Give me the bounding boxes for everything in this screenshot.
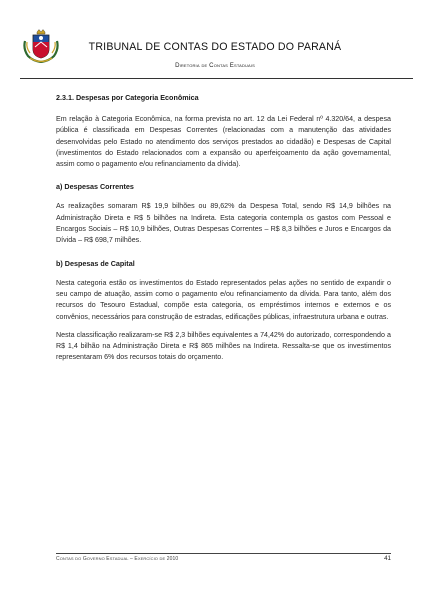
correntes-paragraph: As realizações somaram R$ 19,9 bilhões ou 89,62% da Despesa Total, sendo R$ 14,9 bilhões na Administração Direta e R$ 5 bilhões na Indireta. Esta categoria contempla os gastos com Pessoal e Encargos Sociais – R$ 10,9 bilhões, Outras Despesas Correntes – R$ 8,3 bilhões e Juros e Encargos da Dívida – R$ 698,7 milhões. [56,202,391,245]
section-heading: 2.3.1. Despesas por Categoria Econômica [56,93,199,102]
header-divider [20,78,413,79]
main-content [56,89,391,364]
correntes-heading: a) Despesas Correntes [56,182,134,192]
capital-paragraph-2: Nesta classificação realizaram-se R$ 2,3 bilhões equivalentes a 74,42% do autorizado, correspondendo a R$ 1,4 bilhão na Administração Direta e R$ 865 milhões na Indireta. Ressalta-se que os investimentos representaram 6% dos recursos totais do orçamento. [56,330,391,362]
capital-paragraph-1: Nesta categoria estão os investimentos do Estado representados pelas ações no sentido de expandir o seu campo de atuação, assim como o pagamento e/ou refinanciamento da dívida. Para tanto, além dos recursos do Tesouro Estadual, compõe esta categoria, os empréstimos internos e externos e os convênios, necessários para construção de estradas, edificações públicas, infraestrutura urbana e outras. [56,278,391,321]
header-title: TRIBUNAL DE CONTAS DO ESTADO DO PARANÁ [88,41,342,53]
header-subtitle: Diretoria de Contas Estaduais [175,62,255,69]
intro-paragraph: Em relação à Categoria Econômica, na forma prevista no art. 12 da Lei Federal nº 4.320/64, a despesa pública é classificada em Despesas Correntes (relacionadas com a manutenção das atividades desenvolvidas pelo Estado no atendimento dos serviços prestados ao cidadão) e Despesas de Capital (investimentos do Estado relacionados com a expansão ou aperfeiçoamento da ação governamental, assim como o pagamento e/ou refinanciamento da dívida). [56,115,391,169]
footer-text: Contas do Governo Estadual – Exercício de 2010 [56,556,179,562]
footer-divider [56,553,391,554]
capital-heading: b) Despesas de Capital [56,258,135,268]
coat-of-arms-icon [22,29,60,63]
page-number: 41 [384,555,391,562]
